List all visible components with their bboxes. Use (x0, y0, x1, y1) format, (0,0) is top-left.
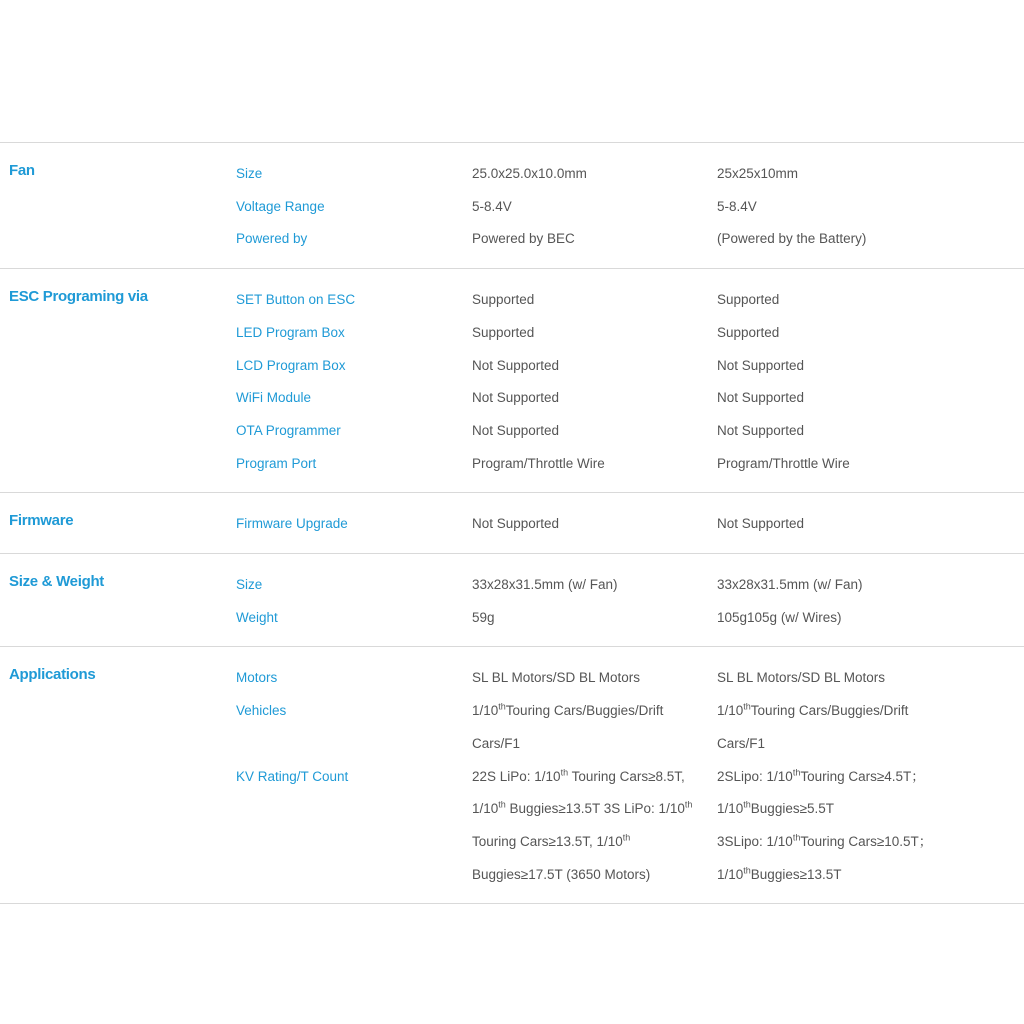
spec-label: LCD Program Box (236, 357, 346, 373)
value-line: 59g (472, 609, 495, 625)
value-line: Cars/F1 (717, 735, 766, 751)
value-model-1 (472, 508, 717, 541)
value-model-1 (472, 191, 717, 224)
spec-row-kv-rating-t-count (0, 761, 1024, 892)
value-model-2 (717, 569, 1017, 602)
value-line: (Powered by the Battery) (717, 231, 867, 247)
value-line: Not Supported (717, 390, 805, 406)
spec-label: OTA Programmer (236, 422, 341, 438)
value-model-1 (472, 350, 717, 383)
spec-label: Size (236, 577, 263, 593)
value-model-1 (472, 662, 717, 695)
spec-label: Size (236, 166, 263, 181)
value-model-2 (717, 602, 1017, 635)
section-applications (0, 646, 1024, 904)
spec-row-voltage-range (0, 191, 1024, 224)
value-model-1 (472, 382, 717, 415)
spec-row-program-port (0, 448, 1024, 481)
value-line: 33x28x31.5mm (w/ Fan) (717, 577, 863, 593)
value-model-1 (472, 158, 717, 191)
spec-row-wifi-module (0, 382, 1024, 415)
value-line: SL BL Motors/SD BL Motors (717, 670, 886, 686)
spec-row-size (0, 569, 1024, 602)
value-model-2 (717, 662, 1017, 695)
spec-row-ota-programmer (0, 415, 1024, 448)
spec-row-motors (0, 662, 1024, 695)
value-line: 105g105g (w/ Wires) (717, 609, 842, 625)
category-title: Applications (9, 666, 96, 684)
value-line: 1/10th Buggies≥13.5T 3S LiPo: 1/10th (472, 799, 693, 817)
value-line: Supported (472, 324, 535, 340)
value-model-2 (717, 415, 1017, 448)
value-line: Program/Throttle Wire (717, 455, 850, 471)
value-line: Not Supported (717, 516, 805, 532)
value-line: Not Supported (472, 390, 560, 406)
spec-row-weight (0, 602, 1024, 635)
spec-label: Firmware Upgrade (236, 516, 348, 532)
value-line: 25x25x10mm (717, 166, 799, 181)
value-model-1 (472, 761, 717, 892)
value-line: 5-8.4V (472, 198, 512, 214)
value-model-2 (717, 223, 1017, 256)
value-line: Not Supported (472, 422, 560, 438)
category-title: ESC Programing via (9, 288, 148, 306)
value-line: Supported (717, 292, 780, 308)
category-title: Fan (9, 162, 35, 179)
spec-label: Program Port (236, 455, 317, 471)
spec-table (0, 142, 1024, 904)
value-model-1 (472, 317, 717, 350)
spec-row-firmware-upgrade (0, 508, 1024, 541)
spec-label: LED Program Box (236, 324, 345, 340)
value-model-1 (472, 415, 717, 448)
value-line: Not Supported (717, 422, 805, 438)
value-model-1 (472, 223, 717, 256)
spec-row-led-program-box (0, 317, 1024, 350)
value-line: Supported (717, 324, 780, 340)
value-line: 22S LiPo: 1/10th Touring Cars≥8.5T, (472, 767, 685, 784)
value-line: Not Supported (472, 357, 560, 373)
spec-label: Motors (236, 670, 278, 686)
value-model-2 (717, 284, 1017, 317)
spec-label: Powered by (236, 231, 308, 247)
section-esc-programing-via (0, 268, 1024, 492)
section-size-weight (0, 553, 1024, 646)
value-line: Touring Cars≥13.5T, 1/10th (472, 832, 631, 849)
spec-row-vehicles (0, 695, 1024, 760)
spec-label: Weight (236, 609, 278, 625)
spec-label: SET Button on ESC (236, 292, 356, 308)
section-fan (0, 142, 1024, 268)
value-line: 1/10thBuggies≥5.5T (717, 799, 835, 817)
value-model-2 (717, 761, 1017, 892)
value-line: Not Supported (717, 357, 805, 373)
spec-label: Vehicles (236, 703, 287, 719)
value-model-2 (717, 317, 1017, 350)
value-line: Not Supported (472, 516, 560, 532)
value-line: 3SLipo: 1/10thTouring Cars≥10.5T； (717, 832, 933, 849)
spec-row-set-button-on-esc (0, 284, 1024, 317)
value-line: 25.0x25.0x10.0mm (472, 166, 587, 181)
value-line: 1/10thTouring Cars/Buggies/Drift (472, 701, 664, 719)
value-line: Buggies≥17.5T (3650 Motors) (472, 866, 651, 882)
value-model-1 (472, 602, 717, 635)
category-title: Size & Weight (9, 573, 104, 591)
spec-label: WiFi Module (236, 390, 312, 406)
value-line: 2SLipo: 1/10thTouring Cars≥4.5T； (717, 767, 925, 784)
spec-label: KV Rating/T Count (236, 768, 349, 784)
value-model-2 (717, 448, 1017, 481)
value-line: 33x28x31.5mm (w/ Fan) (472, 577, 618, 593)
spec-row-size (0, 158, 1024, 191)
section-firmware (0, 492, 1024, 553)
spec-row-lcd-program-box (0, 350, 1024, 383)
category-title: Firmware (9, 512, 74, 530)
value-model-2 (717, 350, 1017, 383)
spec-label: Voltage Range (236, 198, 325, 214)
value-line: Powered by BEC (472, 231, 575, 247)
value-line: 1/10thTouring Cars/Buggies/Drift (717, 701, 909, 719)
value-line: Cars/F1 (472, 735, 521, 751)
value-model-2 (717, 158, 1017, 191)
value-line: SL BL Motors/SD BL Motors (472, 670, 641, 686)
value-line: Supported (472, 292, 535, 308)
value-line: Program/Throttle Wire (472, 455, 605, 471)
value-line: 5-8.4V (717, 198, 757, 214)
value-model-2 (717, 508, 1017, 541)
value-model-1 (472, 695, 717, 760)
value-model-1 (472, 448, 717, 481)
value-model-1 (472, 284, 717, 317)
spec-row-powered-by (0, 223, 1024, 256)
value-line: 1/10thBuggies≥13.5T (717, 865, 842, 882)
value-model-1 (472, 569, 717, 602)
value-model-2 (717, 695, 1017, 760)
value-model-2 (717, 191, 1017, 224)
value-model-2 (717, 382, 1017, 415)
